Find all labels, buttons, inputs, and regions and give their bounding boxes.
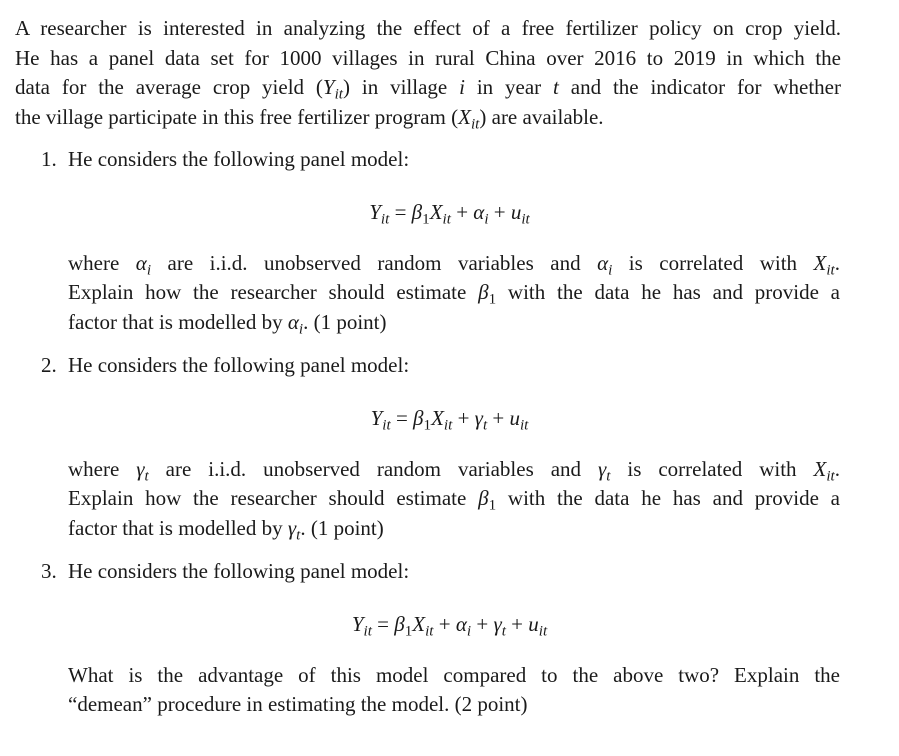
q3-line-2: “demean” procedure in estimating the model. (2 point) (68, 692, 528, 717)
intro-paragraph (15, 14, 841, 132)
q2-number: 2. (41, 353, 57, 377)
intro-line-1: A researcher is interested in analyzing the effect of a free fertilizer policy on crop yield. (15, 16, 841, 40)
q2-body (68, 455, 840, 543)
q2-equation: $Y_{it} = \beta_1X_{it} + \gamma_t + u_{it}$ (370, 406, 529, 434)
q2-line-2: Explain how the researcher should estimate $\beta_1$ with the data he has and provide a (68, 486, 841, 514)
q1-number: 1. (41, 147, 57, 171)
q2-lead: He considers the following panel model: (68, 353, 410, 377)
q1-body (68, 249, 840, 337)
q3-lead: He considers the following panel model: (68, 559, 410, 583)
q3-equation: $Y_{it} = \beta_1X_{it} + \alpha_i + \gamma_t + u_{it}$ (351, 612, 548, 640)
q3-line-1: What is the advantage of this model compared to the above two? Explain the (68, 663, 840, 687)
q1-lead: He considers the following panel model: (68, 147, 410, 171)
q3-body (68, 661, 840, 720)
q2-line-1: where $\gamma_t$ are i.i.d. unobserved random variables and $\gamma_t$ is correlated with $X_{it}$. (68, 457, 840, 485)
q1-line-3: factor that is modelled by $\alpha_i$. (1 point) (68, 309, 387, 338)
q3-number: 3. (41, 559, 57, 583)
q1-line-2: Explain how the researcher should estimate $\beta_1$ with the data he has and provide a (68, 280, 841, 308)
intro-line-4: the village participate in this free fertilizer program $(X_{it})$ are available. (15, 104, 604, 133)
q2-line-3: factor that is modelled by $\gamma_t$. (1 point) (68, 515, 384, 544)
q1-equation: $Y_{it} = \beta_1X_{it} + \alpha_i + u_{it}$ (369, 200, 530, 228)
q1-line-1: where $\alpha_i$ are i.i.d. unobserved random variables and $\alpha_i$ is correlated with $X_{it}$. (68, 251, 840, 279)
intro-line-3: data for the average crop yield $(Y_{it})$ in village i in year t and the indicator for whether (15, 75, 841, 103)
intro-line-2: He has a panel data set for 1000 villages in rural China over 2016 to 2019 in which the (15, 45, 841, 70)
